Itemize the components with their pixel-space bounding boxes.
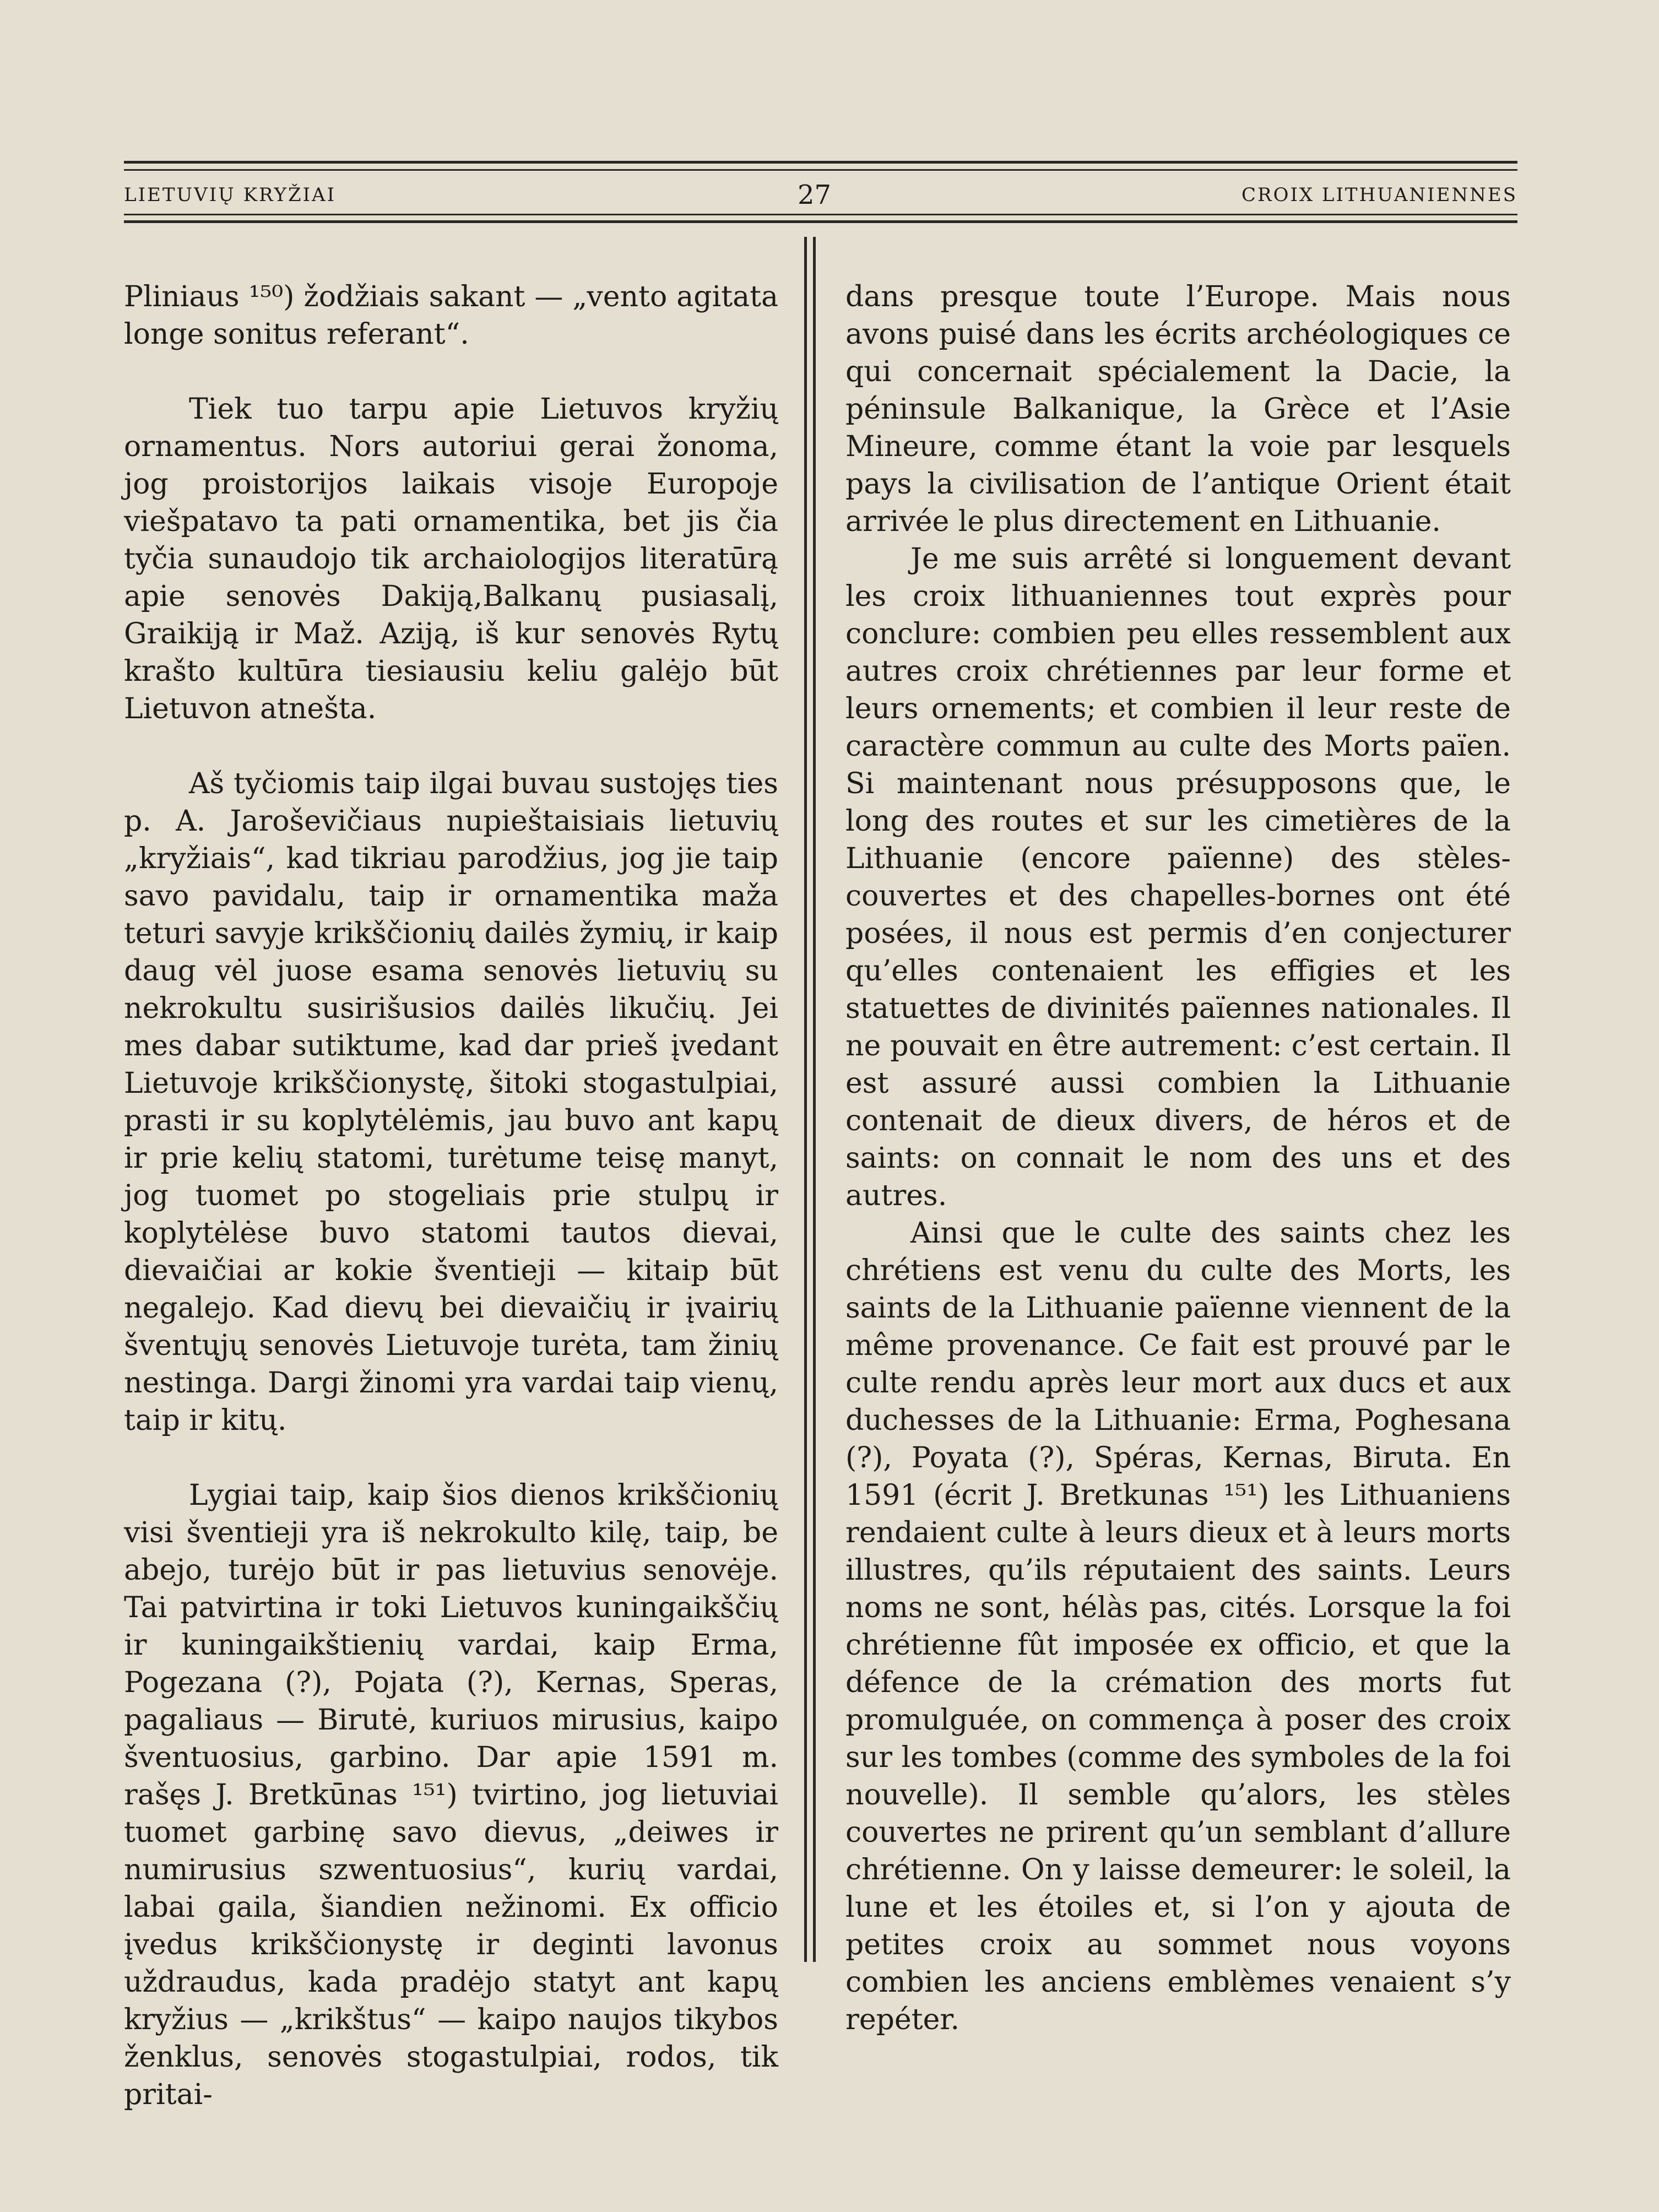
column-divider-right bbox=[813, 237, 816, 1962]
paragraph: dans presque toute l’Europe. Mais nous avons puisé dans les écrits archéologiques ce qui concernait spécialement la Dacie, la péninsule Balkanique, la Grèce et l’Asie Mineure, comme étant la voie par lesquels pays la civilisation de l’antique Orient était arrivée le plus directement en Lithuanie. bbox=[845, 280, 1511, 538]
paragraph: Aš tyčiomis taip ilgai buvau sustojęs ties p. A. Jaroševičiaus nupieštaisiais lietuvių „kryžiais“, kad tikriau parodžius, jog jie taip savo pavidalu, taip ir ornamentika maža teturi savyje krikščionių dailės žymių, ir kaip daug vėl juose esama senovės lietuvių su nekrokultu susirišusios dailės likučių. Jei mes dabar sutiktume, kad dar prieš įvedant Lietuvoje krikščionystę, šitoki stogastulpiai, prasti ir su koplytėlėmis, jau buvo ant kapų ir prie kelių statomi, turėtume teisę manyt, jog tuomet po stogeliais prie stulpų ir koplytėlėse buvo statomi tautos dievai, dievaičiai ar kokie šventieji — kitaip būt negalejo. Kad dievų bei dievaičių ir įvairių šventųjų senovės Lietuvoje turėta, tam žinių nestinga. Dargi žinomi yra vardai taip vienų, taip ir kitų. bbox=[124, 767, 778, 1437]
paragraph: Tiek tuo tarpu apie Lietuvos kryžių ornamentus. Nors autoriui gerai žonoma, jog proistorijos laikais visoje Europoje viešpatavo ta pati ornamentika, bet jis čia tyčia sunaudojo tik archaiologijos literatūrą apie senovės Dakiją,Balkanų pusiasalį, Graikiją ir Maž. Aziją, iš kur senovės Rytų krašto kultūra tiesiausiu keliu galėjo būt Lietuvon atnešta. bbox=[124, 393, 778, 725]
header-bottom-rule-thick bbox=[124, 220, 1517, 223]
running-header-right: CROIX LITHUANIENNES bbox=[1241, 184, 1517, 206]
running-header-left: LIETUVIŲ KRYŽIAI bbox=[124, 184, 337, 206]
paragraph: Ainsi que le culte des saints chez les chrétiens est venu du culte des Morts, les saints de la Lithuanie païenne viennent de la même provenance. Ce fait est prouvé par le culte rendu après leur mort aux ducs et aux duchesses de la Lithuanie: Erma, Poghesana (?), Poyata (?), Spéras, Kernas, Biruta. En 1591 (écrit J. Bretkunas ¹⁵¹) les Lithuaniens rendaient culte à leurs dieux et à leurs morts illustres, qu’ils réputaient des saints. Leurs noms ne sont, hélàs pas, cités. Lorsque la foi chrétienne fût imposée ex officio, et que la défence de la crémation des morts fut promulguée, on commença à poser des croix sur les tombes (comme des symboles de la foi nouvelle). Il semble qu’alors, les stèles couvertes ne prirent qu’un semblant d’allure chrétienne. On y laisse demeurer: le soleil, la lune et les étoiles et, si l’on y ajouta de petites croix au sommet nous voyons combien les anciens emblèmes venaient s’y repéter. bbox=[845, 1217, 1511, 2036]
header-top-rule-thin bbox=[124, 169, 1517, 171]
header-bottom-rule-thin bbox=[124, 214, 1517, 215]
paragraph: Pliniaus ¹⁵⁰) žodžiais sakant — „vento agitata longe sonitus referant“. bbox=[124, 280, 778, 351]
page-number: 27 bbox=[798, 180, 832, 210]
paragraph: Je me suis arrêté si longuement devant les croix lithuaniennes tout exprès pour conclure: combien peu elles ressemblent aux autres croix chrétiennes par leur forme et leurs ornements; et combien il leur reste de caractère commun au culte des Morts païen. Si maintenant nous présupposons que, le long des routes et sur les cimetières de la Lithuanie (encore païenne) des stèles-couvertes et des chapelles-bornes ont été posées, il nous est permis d’en conjecturer qu’elles contenaient les effigies et les statuettes de divinités païennes nationales. Il ne pouvait en être autrement: c’est certain. Il est assuré aussi combien la Lithuanie contenait de dieux divers, de héros et de saints: on connait le nom des uns et des autres. bbox=[845, 543, 1511, 1212]
paragraph: Lygiai taip, kaip šios dienos krikščionių visi šventieji yra iš nekrokulto kilę, taip, be abejo, turėjo būt ir pas lietuvius senovėje. Tai patvirtina ir toki Lietuvos kuningaikščių ir kuningaikštienių vardai, kaip Erma, Pogezana (?), Pojata (?), Kernas, Speras, pagaliaus — Birutė, kuriuos mirusius, kaipo šventuosius, garbino. Dar apie 1591 m. rašęs J. Bretkūnas ¹⁵¹) tvirtino, jog lietuviai tuomet garbinę savo dievus, „deiwes ir numirusius szwentuosius“, kurių vardai, labai gaila, šiandien nežinomi. Ex officio įvedus krikščionystę ir deginti lavonus uždraudus, kada pradėjo statyt ant kapų kryžius — „krikštus“ — kaipo naujos tikybos ženklus, senovės stogastulpiai, rodos, tik pritai- bbox=[124, 1479, 778, 2111]
column-divider-left bbox=[804, 237, 807, 1962]
lithuanian-text-column bbox=[124, 278, 778, 2113]
header-top-rule-thick bbox=[124, 161, 1517, 164]
french-text-column bbox=[845, 278, 1511, 2038]
